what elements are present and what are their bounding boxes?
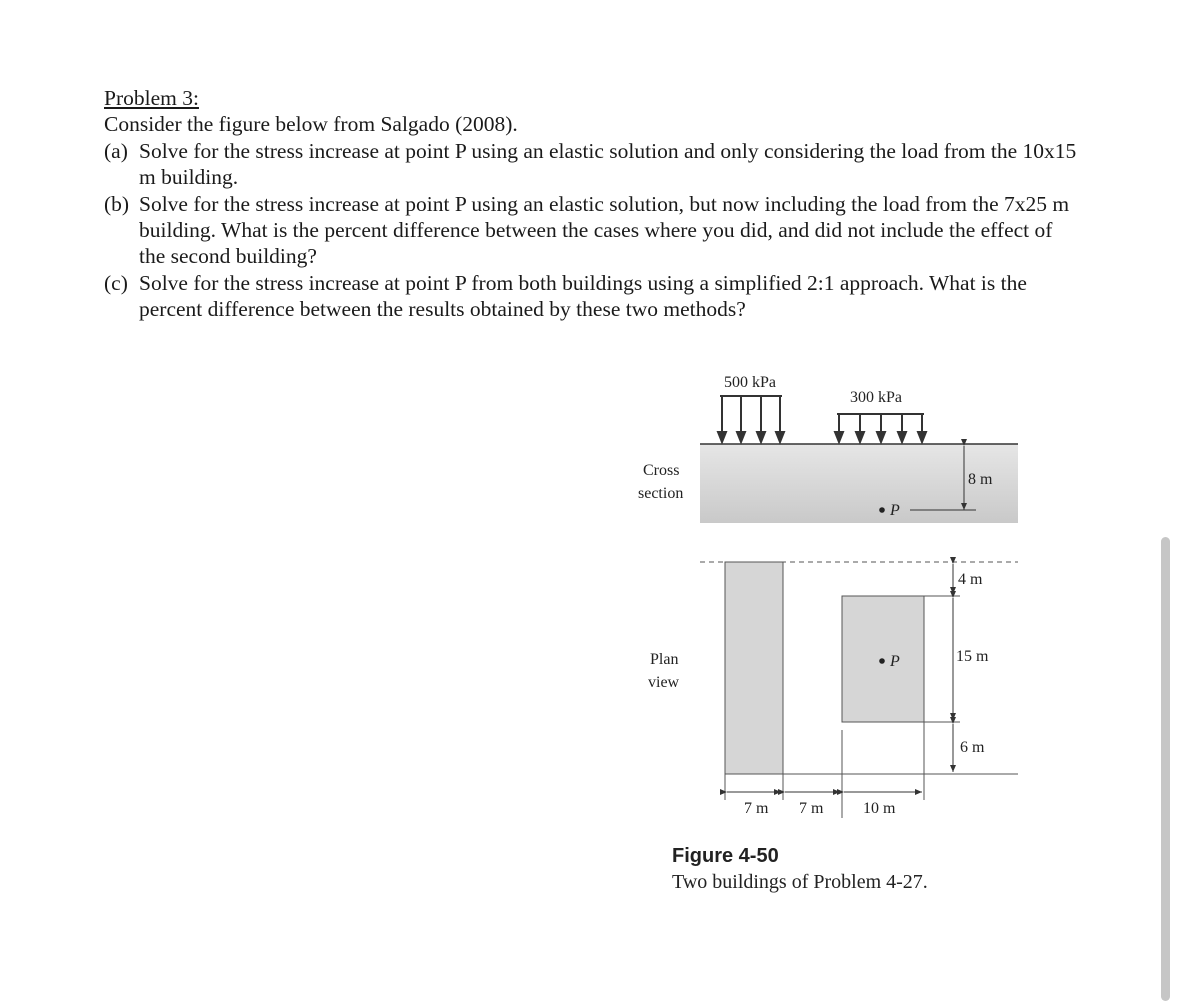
depth-label: 8 m bbox=[968, 471, 993, 488]
part-a-text: Solve for the stress increase at point P using an elastic solution and only considering the load from the 10x15 m building. bbox=[139, 138, 1077, 190]
point-p-cross-section bbox=[879, 507, 885, 513]
dim-6m-label: 6 m bbox=[960, 739, 985, 756]
load-300-arrows bbox=[835, 414, 926, 442]
part-c-text: Solve for the stress increase at point P from both buildings using a simplified 2:1 approach. What is the percent difference between the results obtained by these two methods? bbox=[139, 270, 1027, 322]
dim-7m-a-label: 7 m bbox=[744, 800, 769, 817]
problem-title: Problem 3: bbox=[104, 86, 199, 110]
cross-label-line1: Cross bbox=[643, 462, 680, 479]
part-c-label: (c) bbox=[104, 270, 128, 295]
load-500-arrows bbox=[718, 396, 784, 442]
dim-4m-label: 4 m bbox=[958, 571, 983, 588]
cross-label-line2: section bbox=[638, 485, 684, 502]
building-7x25-plan bbox=[725, 562, 783, 774]
load-500-label: 500 kPa bbox=[724, 374, 776, 391]
plan-label-line2: view bbox=[648, 674, 680, 691]
point-p-label-cross: P bbox=[890, 502, 900, 519]
part-a-label: (a) bbox=[104, 138, 128, 163]
load-300-label: 300 kPa bbox=[850, 389, 902, 406]
point-p-label-plan: P bbox=[890, 653, 900, 670]
part-b-text: Solve for the stress increase at point P using an elastic solution, but now including the load from the 7x25 m building. What is the percent difference between the cases where you did, and did not include the effect of the second building? bbox=[139, 191, 1070, 269]
problem-intro: Consider the figure below from Salgado (2008). bbox=[104, 112, 518, 137]
figure-caption-title: Figure 4-50 bbox=[672, 845, 779, 867]
figure-caption-text: Two buildings of Problem 4-27. bbox=[672, 871, 928, 893]
dim-15m-label: 15 m bbox=[956, 648, 989, 665]
part-b-label: (b) bbox=[104, 191, 130, 216]
vertical-scrollbar[interactable] bbox=[1161, 537, 1170, 1001]
dim-10m-label: 10 m bbox=[863, 800, 896, 817]
plan-label-line1: Plan bbox=[650, 651, 679, 668]
point-p-plan bbox=[879, 658, 885, 664]
dim-7m-b-label: 7 m bbox=[799, 800, 824, 817]
